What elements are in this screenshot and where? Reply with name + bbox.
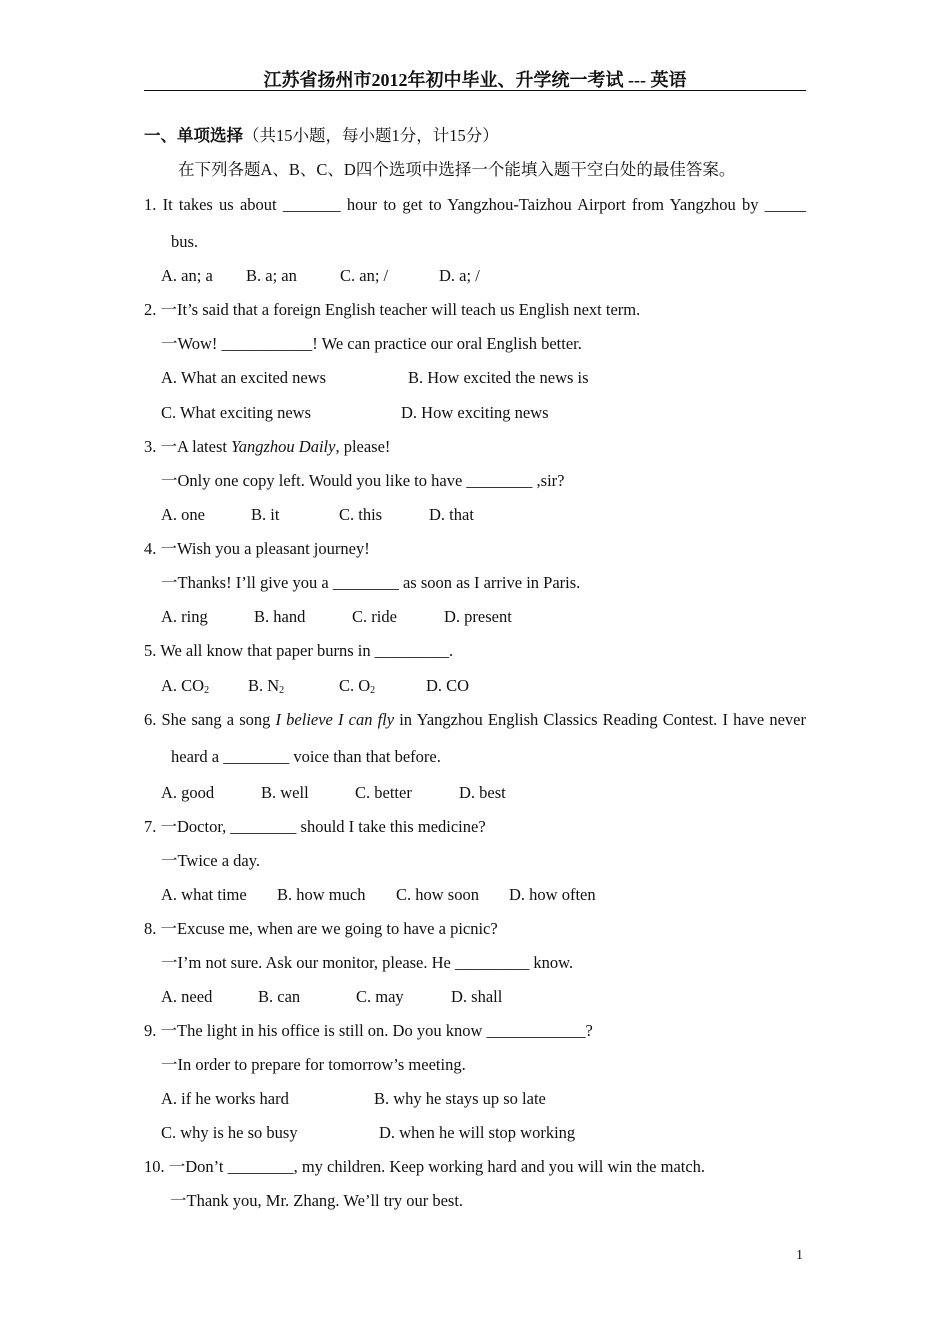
page-number: 1: [796, 1248, 803, 1263]
question-4-stem: 4. 一Wish you a pleasant journey!: [144, 539, 370, 558]
question-4-option-c: C. ride: [352, 607, 397, 626]
question-5-option-a: [161, 676, 209, 701]
option-d-formula: D. CO: [426, 676, 470, 695]
question-6-stem-cont: heard a ________ voice than that before.: [171, 747, 441, 766]
question-2-option-c: C. What exciting news: [161, 403, 311, 422]
question-5-option-b: [248, 676, 284, 701]
option-a-subscript: 2: [204, 685, 210, 696]
question-3-option-c: C. this: [339, 505, 383, 524]
question-3-newspaper-title: Yangzhou Daily: [231, 437, 336, 456]
question-8-stem: 8. 一Excuse me, when are we going to have a picnic?: [144, 919, 498, 938]
question-8-option-c: C. may: [356, 987, 404, 1006]
question-9-option-b: B. why he stays up so late: [374, 1089, 546, 1108]
question-1-stem-cont: bus.: [171, 232, 199, 251]
question-3-stem-end: , please!: [335, 437, 391, 456]
question-8-option-b: B. can: [258, 987, 301, 1006]
question-9-option-d: D. when he will stop working: [379, 1123, 576, 1142]
question-4-option-a: A. ring: [161, 607, 208, 626]
title-underline: [144, 90, 806, 91]
question-6-option-c: C. better: [355, 783, 412, 802]
question-3-option-b: B. it: [251, 505, 280, 524]
question-3-stem: [144, 437, 390, 457]
question-6-option-d: D. best: [459, 783, 506, 802]
question-3-option-d: D. that: [429, 505, 474, 524]
question-2-reply: 一Wow! ___________! We can practice our oral English better.: [161, 334, 582, 353]
question-8-option-d: D. shall: [451, 987, 503, 1006]
section-instruction: 在下列各题A、B、C、D四个选项中选择一个能填入题干空白处的最佳答案。: [178, 160, 736, 179]
question-3-reply: 一Only one copy left. Would you like to have ________ ,sir?: [161, 471, 565, 490]
option-a-formula: A. CO: [161, 676, 205, 695]
question-6-stem-start: 6. She sang a song: [144, 710, 276, 729]
question-2-option-d: D. How exciting news: [401, 403, 549, 422]
question-10-reply: 一Thank you, Mr. Zhang. We’ll try our best.: [170, 1191, 464, 1210]
option-b-formula: B. N: [248, 676, 280, 695]
option-b-subscript: 2: [279, 685, 285, 696]
question-7-reply: 一Twice a day.: [161, 851, 261, 870]
option-c-subscript: 2: [370, 685, 376, 696]
document-title: 江苏省扬州市2012年初中毕业、升学统一考试 --- 英语: [263, 70, 687, 90]
question-1-stem: 1. It takes us about _______ hour to get to Yangzhou-Taizhou Airport from Yangzhou by _____: [144, 195, 806, 214]
question-5-stem: 5. We all know that paper burns in _________.: [144, 641, 454, 660]
question-3-stem-start: 3. 一A latest: [144, 437, 232, 456]
question-9-reply: 一In order to prepare for tomorrow’s meeting.: [161, 1055, 466, 1074]
section-title: 一、单项选择: [144, 126, 243, 145]
question-9-option-c: C. why is he so busy: [161, 1123, 298, 1142]
question-4-option-d: D. present: [444, 607, 512, 626]
question-6-stem: [144, 710, 806, 730]
question-7-option-d: D. how often: [509, 885, 596, 904]
question-7-stem: 7. 一Doctor, ________ should I take this medicine?: [144, 817, 486, 836]
question-5-option-d: [426, 676, 469, 696]
question-7-option-c: C. how soon: [396, 885, 479, 904]
question-2-stem: 2. 一It’s said that a foreign English teacher will teach us English next term.: [144, 300, 641, 319]
section-heading: [144, 126, 499, 146]
question-9-stem: 9. 一The light in his office is still on. Do you know ____________?: [144, 1021, 593, 1040]
option-c-formula: C. O: [339, 676, 371, 695]
question-1-option-c: C. an; /: [340, 266, 389, 285]
question-2-option-b: B. How excited the news is: [408, 368, 589, 387]
question-6-option-b: B. well: [261, 783, 309, 802]
question-10-stem: 10. 一Don’t ________, my children. Keep working hard and you will win the match.: [144, 1157, 706, 1176]
question-1-option-b: B. a; an: [246, 266, 297, 285]
question-7-option-b: B. how much: [277, 885, 366, 904]
question-9-option-a: A. if he works hard: [161, 1089, 289, 1108]
question-5-option-c: [339, 676, 375, 701]
question-2-option-a: A. What an excited news: [161, 368, 327, 387]
question-8-option-a: A. need: [161, 987, 213, 1006]
question-7-option-a: A. what time: [161, 885, 247, 904]
section-note: （共15小题，每小题1分，计15分）: [243, 126, 499, 145]
question-4-reply: 一Thanks! I’ll give you a ________ as soon as I arrive in Paris.: [161, 573, 581, 592]
question-4-option-b: B. hand: [254, 607, 306, 626]
question-1-option-a: A. an; a: [161, 266, 213, 285]
question-3-option-a: A. one: [161, 505, 205, 524]
question-1-option-d: D. a; /: [439, 266, 480, 285]
question-8-reply: 一I’m not sure. Ask our monitor, please. He _________ know.: [161, 953, 574, 972]
question-6-option-a: A. good: [161, 783, 215, 802]
question-6-stem-end: in Yangzhou English Classics Reading Contest. I have never: [394, 710, 806, 729]
question-6-song-title: I believe I can fly: [275, 710, 395, 729]
